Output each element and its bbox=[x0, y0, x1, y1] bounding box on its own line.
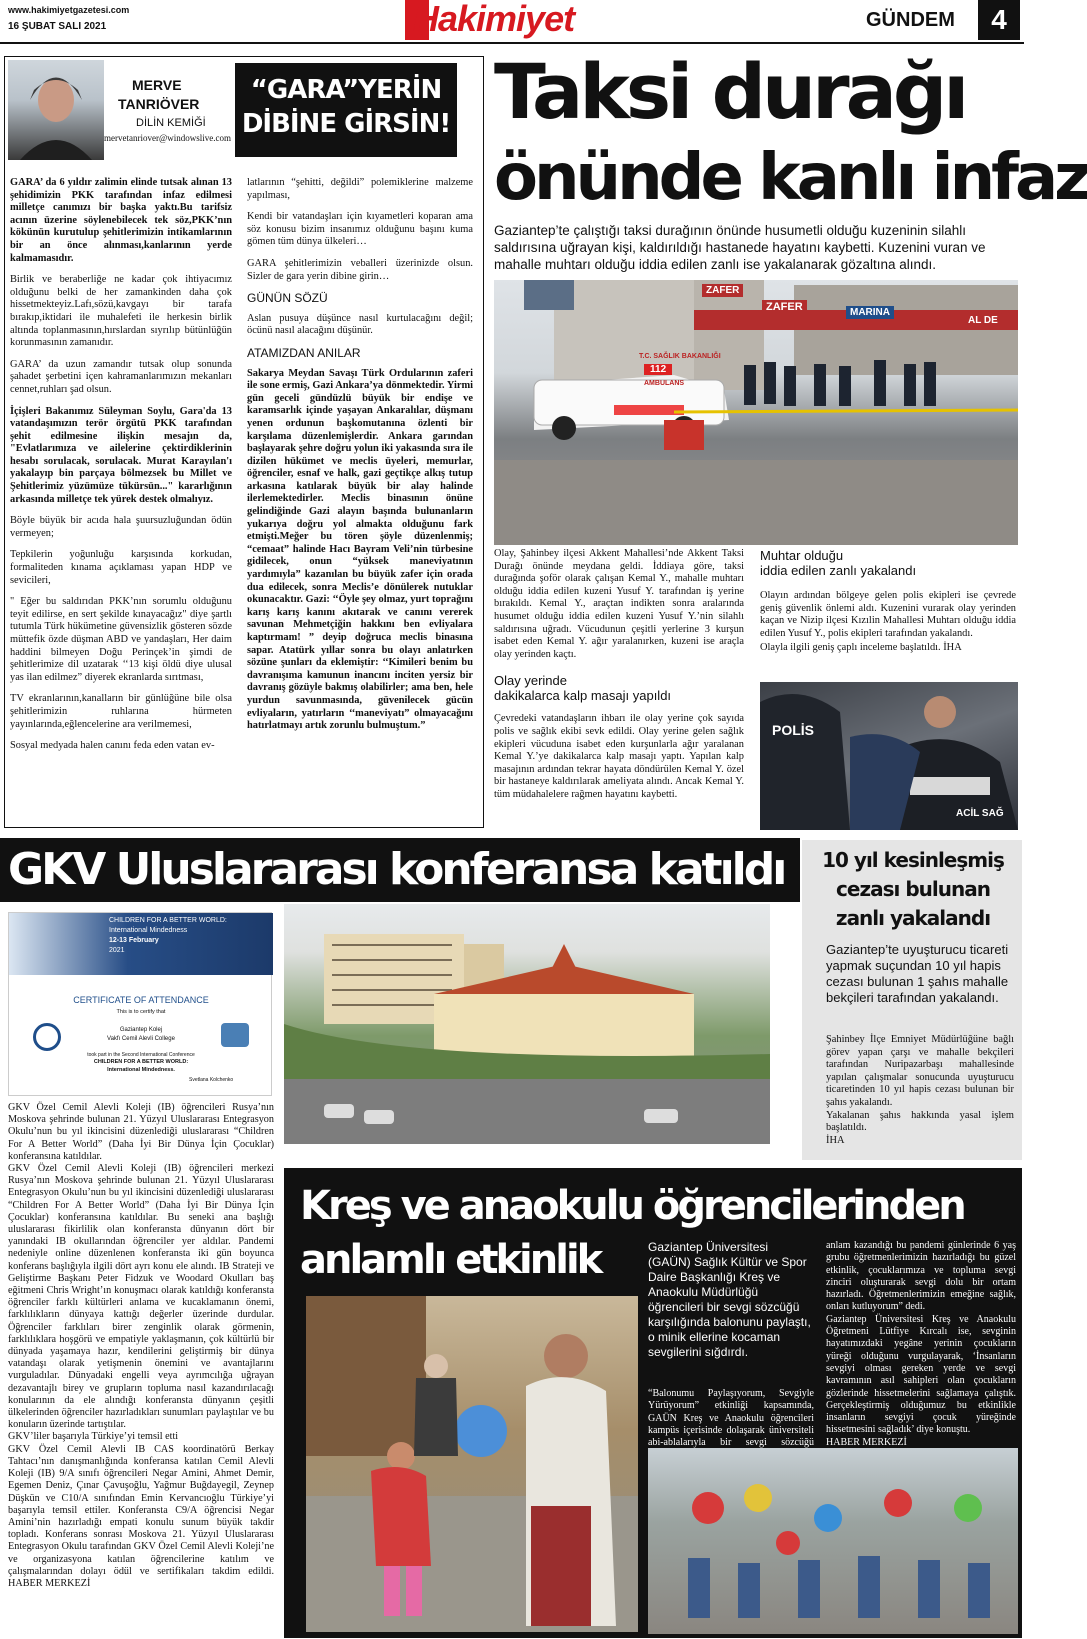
taksi-paragraph: Olay, Şahinbey ilçesi Akkent Mahallesi’nde Akkent Taksi Durağı önünde meydana geldi. İddiaya göre, taksi durağında şoför olarak çalışan Kemal Y., mahalle muhtarı olduğu iddia edilen kuzeni Yusuf Y. tarafından iş yerine bırakıldı. Kemal Y., araçtan indikten sonra aralarında husumet olduğu iddia edilen kuzeni Yusuf Y.’nin silahlı saldırısına uğradı. Vücudunun çeşitli yerlerine 3 kurşun isabet eden Kemal Y. ağır yaralanırken, kuzeni ise araçla olay yerinden kaçtı. bbox=[494, 548, 744, 660]
photo-sign-alde: AL DE bbox=[964, 314, 1002, 327]
sidebox-paragraph: Yakalanan şahıs hakkında yasal işlem başlatıldı. bbox=[826, 1109, 1014, 1134]
author-last-name: TANRIÖVER bbox=[118, 96, 200, 112]
sidebox-headline-1: 10 yıl kesinleşmiş bbox=[822, 848, 1004, 872]
column-paragraph: Kendi bir vatandaşları için kıyametleri koparan ama söz konusu bizim insanımız olduğunu başını kuma gömen tüm dünya ülkeleri… bbox=[247, 211, 473, 248]
column-title-line1: “GARA”YERİN bbox=[250, 75, 442, 105]
cert-school-2: Vakfı Cemil Alevli College bbox=[107, 1036, 175, 1042]
cert-signer: Svetlana Kolchenko bbox=[189, 1077, 234, 1083]
gkv-body bbox=[8, 1102, 274, 1634]
photo-sign-zafer-2: ZAFER bbox=[762, 300, 807, 314]
polis-photo bbox=[760, 682, 1018, 830]
page-number: 4 bbox=[978, 0, 1020, 40]
ambulance-text: T.C. SAĞLIK BAKANLIĞI bbox=[639, 353, 721, 360]
author-email[interactable]: mervetanriover@windowslive.com bbox=[104, 133, 232, 143]
author-photo bbox=[8, 60, 104, 160]
gkv-paragraph: GKV’liler başarıyla Türkiye’yi temsil etti bbox=[8, 1431, 179, 1443]
taksi-subhead-1-line2: dakikalarca kalp masajı yapıldı bbox=[494, 688, 672, 704]
author-first-name: MERVE bbox=[132, 77, 182, 93]
column-paragraph: GARA şehitlerimizin veballeri üzerinizde olsun. Sizler de gara yerin dibine girin… bbox=[247, 257, 473, 282]
cert-certify: This is to certify that bbox=[116, 1009, 166, 1015]
taksi-subhead-1-line1: Olay yerinde bbox=[494, 673, 567, 689]
column-paragraph: Böyle büyük bir acıda hala şuursuzluğundan ödün vermeyen; bbox=[10, 515, 232, 539]
school-photo bbox=[284, 904, 770, 1144]
sidebox-headline-3: zanlı yakalandı bbox=[835, 906, 991, 930]
kres-headline-1: Kreş ve anaokulu öğrencilerinden bbox=[300, 1183, 964, 1229]
taksi-paragraph: Olayın ardından bölgeye gelen polis ekipleri ise çevrede geniş güvenlik önlemi aldı. Kuzenini vurarak olay yerinden kaçan ve Nizip ilçesi Kızılin Mahallesi Muhtarı olduğu iddia edilen Yusuf Y., polis ekipleri tarafından yakalandı. bbox=[760, 590, 1016, 639]
logo bbox=[405, 0, 615, 40]
sidebox-paragraph: Şahinbey İlçe Emniyet Müdürlüğüne bağlı görev yapan çarşı ve mahalle bekçileri tarafından Nuripazarbaşı mahallesinde yapılan çalışmalar sonucunda uyuşturucu ticaretinden 10 yıl hapis cezası bulunan bir şahıs yakalandı. bbox=[826, 1034, 1014, 1108]
column-title-box bbox=[235, 63, 457, 157]
taksi-headline-1: Taksi durağı bbox=[494, 47, 966, 136]
kres-photo-small bbox=[648, 1448, 1018, 1634]
sidebox-headline bbox=[808, 846, 1018, 933]
taksi-paragraph: Çevredeki vatandaşların ihbarı ile olay yerine çok sayıda polis ve sağlık ekibi sevk edildi. Olay yerine gelen sağlık ekipleri vücuduna isabet eden kurşunlarla ağır yaralanan Kemal Y.’ye dakikalarca kalp masajı yaptı. Yapılan kalp masajının ardından tekrar hayata döndürülen Kemal Y. özel bir hastaneye kaldırılarak ameliyata alındı. Ancak Kemal Y. tüm müdahalelere rağmen hayatını kaybetti. bbox=[494, 713, 744, 800]
date: 16 ŞUBAT SALI 2021 bbox=[8, 21, 107, 32]
header-rule bbox=[0, 42, 1024, 44]
sidebox-lead: Gaziantep’te uyuşturucu ticareti yapmak suçundan 10 yıl hapis cezası bulunan 1 şahıs mahalle bekçileri tarafından yakalandı. bbox=[826, 942, 1009, 1005]
column-right-text bbox=[247, 177, 473, 827]
logo-text: Hakimiyet bbox=[413, 0, 575, 39]
ambulance-label: AMBULANS bbox=[644, 380, 685, 387]
column-name: DİLİN KEMİĞİ bbox=[136, 117, 206, 129]
column-paragraph: GARA’ da uzun zamandır tutsak olup sonunda şahadet şerbetini içen kahramanlarımızın mekanları cennet,ruhları şad olsun. bbox=[10, 358, 232, 395]
photo-sign-zafer-1: ZAFER bbox=[702, 284, 743, 297]
taksi-subhead-1 bbox=[494, 673, 744, 703]
column-title-line2: DİBİNE GİRSİN! bbox=[241, 109, 451, 139]
certificate bbox=[8, 912, 272, 1096]
section-label: GÜNDEM bbox=[866, 9, 955, 31]
gkv-paragraph: GKV Özel Cemil Alevli IB CAS koordinatörü Berkay Tahtacı’nın danışmanlığında konferansa katılan Cemil Alevli Koleji (IB) 9/A sınıfı öğrencileri Negar Amini, Ahmet Demir, Egemen Deniz, Çınar Çavuşoğlu, Yağmur Buğdayegil, Zeynep Düşkün ve C10/A sınıfından Emin Kervancıoğlu Türkiye’yi başarıyla temsil ettiler. Konferansta C9/A öğrencisi Negar Amini’nin hazırladığı empati konulu sunum büyük takdir topladı. Konferans sonrası Moskova 21. Yüzyıl Uluslararası Entegrasyon Okulu tarafından GKV Özel Cemil Alevli Koleji’ne ve organizasyona katılan öğrencilerine katılım ve çalışmalarından dolayı ödül ve sertifikaları takdim edildi. HABER MERKEZİ bbox=[8, 1443, 274, 1589]
cert-school-1: Gaziantep Kolej bbox=[119, 1027, 163, 1033]
cert-banner-line1: CHILDREN FOR A BETTER WORLD: bbox=[109, 917, 227, 924]
sidebox-body bbox=[826, 1034, 1014, 1147]
ambulance-112: 112 bbox=[644, 364, 672, 375]
column-paragraph: latlarının “şehitti, değildi” polemiklerine malzeme yapılması, bbox=[247, 177, 473, 201]
cert-banner-line3: 12-13 February bbox=[109, 937, 159, 944]
cert-title: CERTIFICATE OF ATTENDANCE bbox=[73, 995, 209, 1005]
taksi-subhead-2 bbox=[760, 548, 1016, 578]
gunun-sozu-title: GÜNÜN SÖZÜ bbox=[247, 291, 328, 306]
column-paragraph: İçişleri Bakanımız Süleyman Soylu, Gara'da 13 vatandaşımızın terör örgütü PKK tarafından şehit edilmesine ilişkin mesajın da, "Evlatlarımıza ve ailelerine çektirdiklerinin hesabı sorulacak, sorulacak. Murat Karayılan'ı yakalayıp bin parçaya bölmezsek bu Millet ve Şehitlerimiz yüzümüze tükürsün..." kararlığının arkasında milletçe tek yürek destek olmalıyız. bbox=[10, 405, 232, 505]
taksi-subhead-2-line2: iddia edilen zanlı yakalandı bbox=[760, 563, 917, 578]
atamizdan-title: ATAMIZDAN ANILAR bbox=[247, 345, 361, 360]
column-paragraph: " Eğer bu saldırıdan PKK’nın sorumlu olduğunu teyit edilirse, en sert şekilde kınayacağız" diye şartlı tutumla Türk hükümetine güvensizlik gösteren sözde müttefik özde düşman ABD ve yandaşları, Her daim haddini bilmeyen Doğu Perinçek’in şimdi de şehitlerimize dil uzatarak ‘‘13 kişi öldü diye ulusal yas ilan edilmez” diyerek ekranlarda sırıtması, bbox=[10, 596, 232, 683]
kres-paragraph: anlam kazandığı bu pandemi günlerinde 6 yaş grubu öğretmenlerimizin hazırladığı bu güzel etkinlik, çocuklarımıza ve topluma sevgi zinciri oluşturarak sevgi dolu bir ortam hazırladı. Öğretmenlerimizin emeğine sağlık, onları kutluyorum” dedi. bbox=[826, 1240, 1016, 1313]
cert-banner-line2: International Mindedness bbox=[109, 927, 188, 934]
kres-column-2 bbox=[826, 1240, 1016, 1449]
kres-lead: Gaziantep Üniversitesi (GAÜN) Sağlık Kültür ve Spor Daire Başkanlığı Kreş ve Anaokulu Müdürlüğü öğrencileri bir sevgi sözcüğü karşılığında balonunu paylaştı, o minik ellerine kocaman sevgilerini sığdırdı. bbox=[648, 1240, 811, 1359]
kres-photo-main bbox=[306, 1296, 638, 1632]
cert-banner bbox=[9, 913, 273, 975]
taksi-headline-2: önünde kanlı infaz bbox=[494, 141, 1087, 215]
cert-conf-1: CHILDREN FOR A BETTER WORLD: bbox=[93, 1059, 189, 1065]
gkv-paragraph: GKV Özel Cemil Alevli Koleji (IB) öğrencileri merkezi Rusya’nın Moskova şehrinde bulunan 21. Yüzyıl Uluslararası Entegrasyon Okulu’nun bu yıl ikincisini düzenlediği uluslararası “Children For A Better World” (Daha İyi Bir Dünya İçin Çocuklar) konferansına katıldılar. Bu seneki ana başlığı uluslararası fikirlilik olan konferansta dünyanın dört bir yanındaki IB okullarından öğrenciler yer aldılar. Pandemi nedeniyle online düzenlenen konferansta iki gün boyunca konferans başlığıyla ilgili dört ayrı konu ele alındı. IB Strateji ve Geliştirme Başkanı Peter Fidzuk ve Woodard Okulları baş eğitmeni Chris Wright’ın konuşmacı olarak katıldığı konferansta öğrenciler farklı kültürleri anlama ve kucaklamanın önemi, farklılıkların dünyaya kattığı değerler üzerinde durdular. Öğrenciler farklıları birer zenginlik olarak görmenin, farklılıklara hoşgörü ve empatiyle yaklaşmanın, çok kültürlü bir dünyada yaşamaya hazır, kendilerini geliştirmiş bir dünya vatandaşı olarak yetişmenin önemini ve avantajlarını vurguladılar. Dünyadaki engelli veya ayrımcılığa uğrayan dezavantajlı birey ve grupların topluma nasıl kazandırılacağı konularının da ele alındığı konferansta dünyanın çeşitli ülkelerinden öğrenciler hazırladıkları sunumları paylaştılar ve bu konuların üzerinde tartıştılar. bbox=[8, 1163, 274, 1431]
taksi-column-2 bbox=[760, 548, 1016, 664]
cert-conf-2: International Mindedness. bbox=[107, 1067, 175, 1073]
kres-paragraph: Gaziantep Üniversitesi Kreş ve Anaokulu Öğretmeni Lütfiye Kırcalı ise, sevginin hayatımızdaki yegâne yerinin çocukların yüreği olduğunu vurgulayarak, ‘İnsanların sevgiyi olması gereken yerde ve sevgi kavramının asıl sahipleri olan çocukların gözlerinde hissetmelerini sağlamaya çalıştık. Gerçekleştirmiş olduğumuz bu etkinlikle insanların sevgiyi çocuk yüreğinde hissetmesini sağladık’ diye konuştu. bbox=[826, 1313, 1016, 1436]
sidebox-paragraph: İHA bbox=[826, 1134, 845, 1146]
column-paragraph: Birlik ve beraberliğe ne kadar çok ihtiyacımız olduğunu belki de her zamankinden daha çok hissetmekteyiz.Lafı,sözü,kavgayı bir tarafa bırakıp,iktidari ile muhalefeti ile herkesin birlik altında toplanmasının,hırslardan sıyrılıp bütünlüğün korunmasının zamanıdır. bbox=[10, 274, 232, 349]
acil-text: ACİL SAĞ bbox=[956, 808, 1004, 819]
kres-para-1: “Balonumu Paylaşıyorum, Sevgiyle Yürüyorum” etkinliği kapsamında, GAÜN Kreş ve Anaokulu öğrencileri kampüs içerisinde dolaşarak üniversiteli abi-ablalarıyla bir sevgi sözcüğü bbox=[648, 1388, 814, 1449]
taksi-subhead-2-line1: Muhtar olduğu bbox=[760, 548, 844, 563]
column-left-text bbox=[10, 177, 232, 827]
column-paragraph: TV ekranlarının,kanalların bir günlüğüne bile olsa şehitlerimizin ruhlarına hürmeten yayınlarında,eğlencelerine ara verilmemesi, bbox=[10, 693, 232, 730]
taksi-column-1 bbox=[494, 548, 744, 818]
cert-took: took part in the Second International Conference bbox=[87, 1052, 195, 1058]
kres-paragraph: HABER MERKEZİ bbox=[826, 1436, 907, 1448]
sidebox-headline-2: cezası bulunan bbox=[836, 877, 990, 901]
gkv-paragraph: GKV Özel Cemil Alevli Koleji (IB) öğrencileri Rusya’nın Moskova şehrinde bulunan 21. Yüzyıl Uluslararası Entegrasyon Okulu’nun bu yıl ikincisini düzenlediği uluslararası “Children For A Better World” (Daha İyi Bir Dünya İçin Çocuklar) konferansına katıldılar. bbox=[8, 1102, 274, 1162]
photo-sign-marina: MARINA bbox=[846, 306, 894, 319]
gunun-sozu-text: Aslan pusuya düşünce nasıl kurtulacağını değil; öcünü nasıl alacağını düşünür. bbox=[247, 312, 473, 337]
taksi-photo bbox=[494, 280, 1018, 545]
column-paragraph: GARA’ da 6 yıldır zalimin elinde tutsak alınan 13 şehidimizin PKK tarafından infaz edilmesi milletçe canımızı bir başka yaktı.Bu tarifsiz acının üzerine söylenebilecek tek söz,PKK’nın kökünün kurutulup şehitlerimizin intikamlarının bir an önce alınması,kanlarının yerde kalmamasıdır. bbox=[10, 177, 232, 264]
atamizdan-text: Sakarya Meydan Savaşı Türk Ordularının zaferi ile sone ermiş, Gazi Ankara’ya dönmektedir. Yirmi gün geceli gündüzlü büyük bir endişe ve karamsarlık içinde yaşayan Ankaralılar, düşmanı yenen ordunun başkomutanına özlenti bir karşılama düzenlemişlerdir. Ankara garından başlayarak şehre doğru yolun iki yakasında sıra ile dizilen hükümet ve meclis üyeleri, memurlar, öğrenciler, esnaf ve halk, gazi geçtikçe alkış tutup arkasına katılarak büyük bir alay halinde ilerlemektedirler. Meclis binasının önüne gelindiğinde Gazi alayın başında bulunanların yukarıya doğru yol almakta olduğunu fark etmişti.Meğer bu tören şöyle düzenlenmiş; “cemaat” halinde Hacı Bayram Veli’nin türbesine gidilecek, onun “yüksek maneviyatının yardımıyla” kazanılan bu büyük zafer için orada dua edilecek, sonra Meclis’e dönülerek nutuklar okunacaktır. Gazi: ‘‘Öyle şey olmaz, yurt toprağını karış karış kanını akıtarak ve canını vererek savunan Mehmetçiğin hakkını ben evliyalara kaptırmam! ” deyip doğruca meclis binasına sapar. Atatürk yıllar sonra bu olayı anlatırken sözüne şunları da eklemiştir: ‘‘Kimileri benim bu davranışıma kamunun inancını inciten yersiz bir davranış gözüyle bakmış olabilirler; ama ben, hele yurdun savunmasında, güvenilecek gücün evliyaların, yatırların ‘‘maneviyatı” olmayacağını hatırlatmayı artık zorunlu bulmuştum.” bbox=[247, 367, 473, 732]
polis-text: POLİS bbox=[772, 722, 815, 738]
cert-banner-line4: 2021 bbox=[109, 947, 125, 954]
taksi-paragraph: Olayla ilgili geniş çaplı inceleme başlatıldı. İHA bbox=[760, 642, 962, 654]
taksi-lead: Gaziantep’te çalıştığı taksi durağının önünde husumetli olduğu kuzeninin silahlı saldırısına uğrayan kişi, kaldırıldığı hastanede hayatını kaybetti. Kuzenini vuran ve mahalle muhtarı olduğu iddia edilen zanlı ise yakalanarak gözaltına alındı. bbox=[494, 223, 986, 272]
kres-headline-2: anlamlı etkinlik bbox=[300, 1237, 601, 1283]
website[interactable]: www.hakimiyetgazetesi.com bbox=[8, 5, 130, 15]
column-paragraph: Sosyal medyada halen canını feda eden vatan ev- bbox=[10, 740, 215, 752]
gkv-headline: GKV Uluslararası konferansa katıldı bbox=[8, 844, 785, 895]
column-paragraph: Tepkilerin yoğunluğu karşısında korkudan, formaliteden kınama açıklaması yapan HDP ve sevicileri, bbox=[10, 549, 232, 586]
